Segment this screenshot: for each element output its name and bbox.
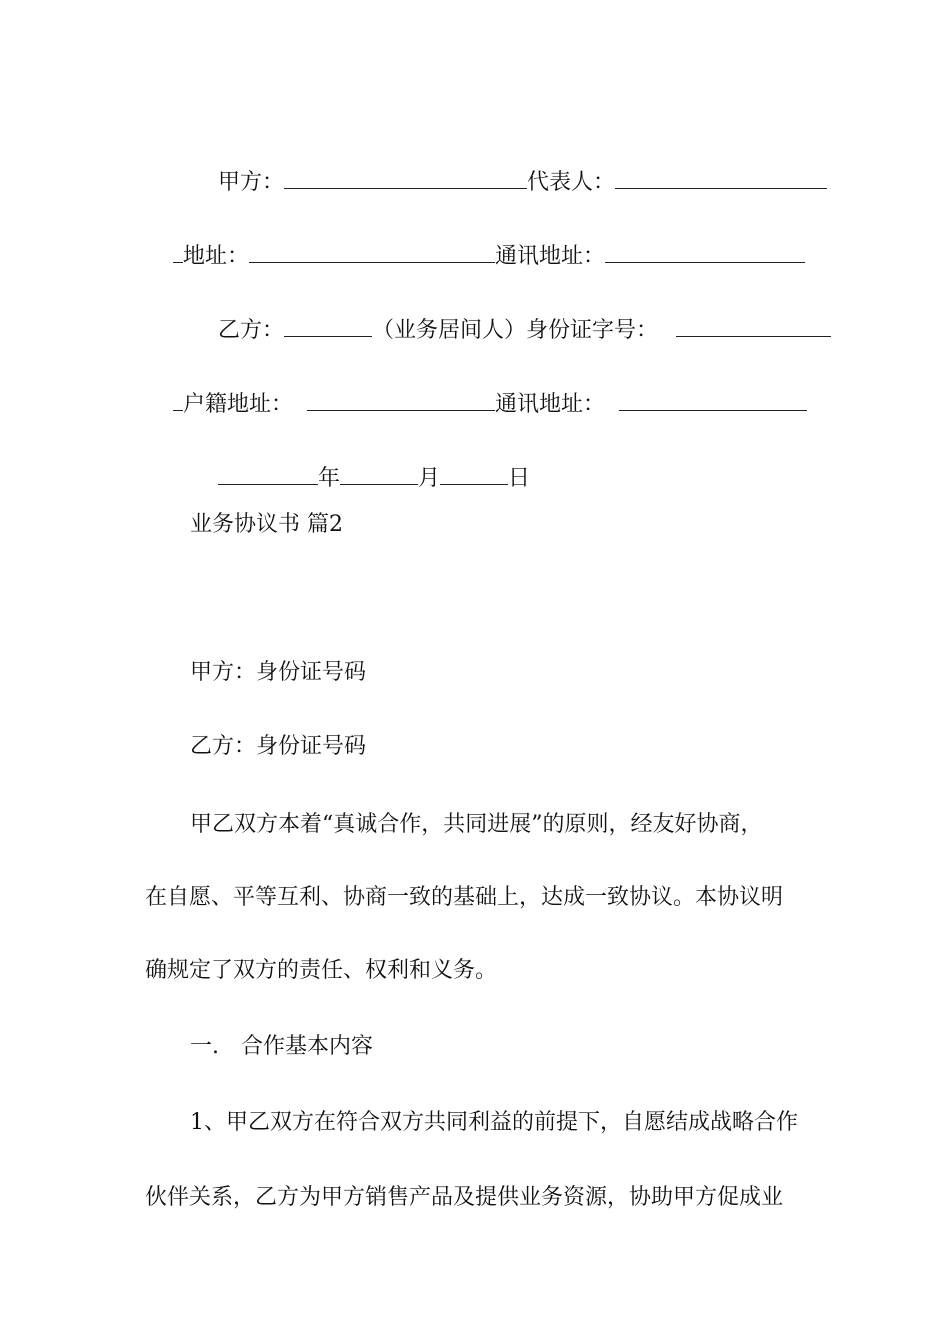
preamble-line-2: 在自愿、平等互利、协商一致的基础上，达成一致协议。本协议明 xyxy=(145,885,784,910)
day-blank xyxy=(440,464,508,485)
id-number-blank xyxy=(676,316,831,337)
party-b-label: 乙方： xyxy=(217,318,284,343)
preamble-line-1: 甲乙双方本着“真诚合作，共同进展”的原则，经友好协商， xyxy=(190,812,763,837)
preamble-line-3: 确规定了双方的责任、权利和义务。 xyxy=(145,958,498,983)
leading-blank xyxy=(173,242,183,263)
section-title: 业务协议书 篇2 xyxy=(190,512,343,537)
contact-address-blank xyxy=(619,390,807,411)
clause-line-2: 伙伴关系，乙方为甲方销售产品及提供业务资源，协助甲方促成业 xyxy=(145,1185,784,1210)
day-label: 日 xyxy=(508,466,531,491)
address-blank xyxy=(249,242,495,263)
party-b-id-line: 乙方：身份证号码 xyxy=(190,734,367,759)
heading-cooperation: 一. 合作基本内容 xyxy=(190,1034,373,1059)
leading-blank xyxy=(173,390,183,411)
representative-label: 代表人： xyxy=(527,170,616,195)
party-b-blank xyxy=(284,316,372,337)
party-a-blank xyxy=(284,168,527,189)
party-a-id-line: 甲方：身份证号码 xyxy=(190,660,367,685)
year-label: 年 xyxy=(317,466,340,491)
year-blank xyxy=(218,464,318,485)
contact-address-label: 通讯地址： xyxy=(495,244,606,269)
address-label: 地址： xyxy=(182,244,249,269)
household-address-blank xyxy=(307,390,495,411)
clause-line-1: 1、甲乙双方在符合双方共同利益的前提下，自愿结成战略合作 xyxy=(190,1110,798,1135)
role-label: （业务居间人）身份证字号： xyxy=(372,318,659,343)
contact-address-label: 通讯地址： xyxy=(495,392,606,417)
month-blank xyxy=(340,464,418,485)
contact-address-blank xyxy=(605,242,805,263)
party-a-label: 甲方： xyxy=(217,170,284,195)
month-label: 月 xyxy=(418,466,441,491)
household-address-label: 户籍地址： xyxy=(182,392,293,417)
representative-blank xyxy=(615,168,827,189)
